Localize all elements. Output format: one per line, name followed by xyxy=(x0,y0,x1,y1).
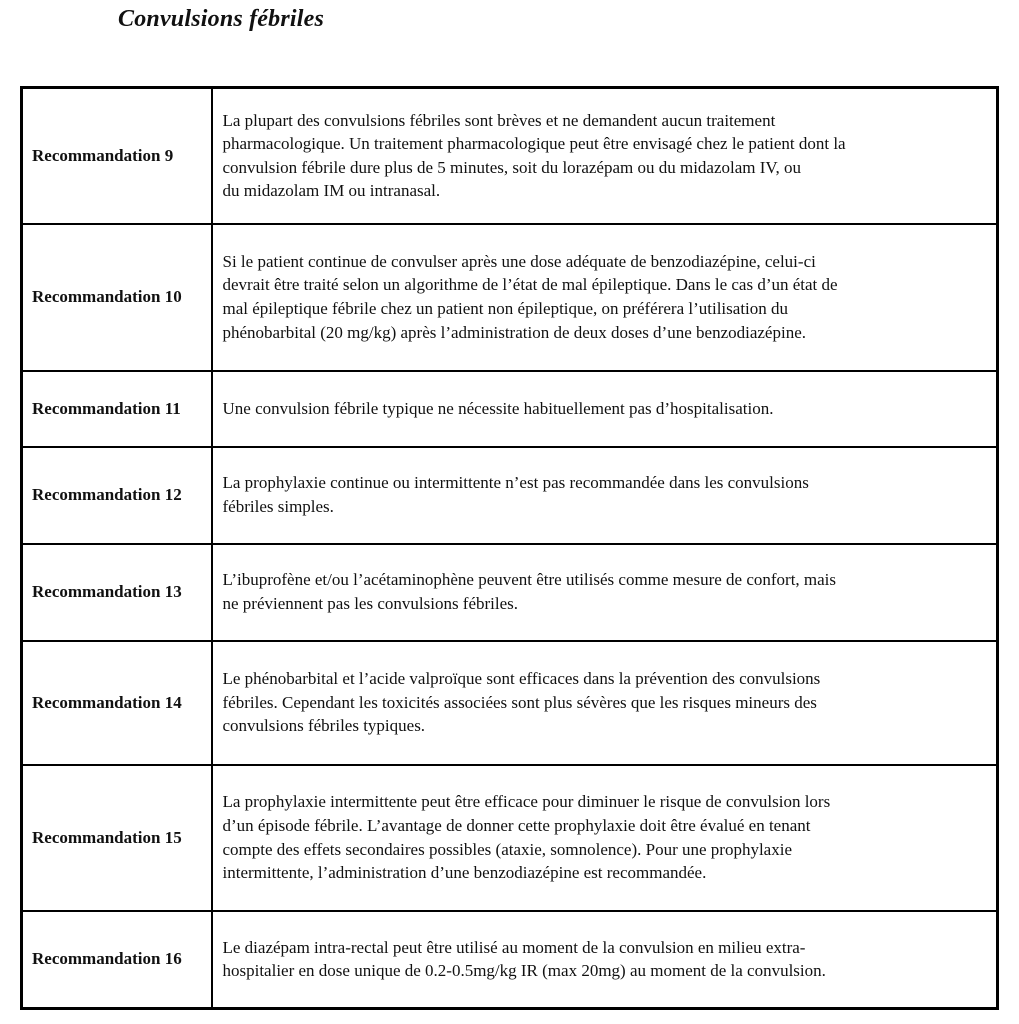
table-row xyxy=(22,544,998,641)
recommendation-label: Recommandation 14 xyxy=(22,641,212,765)
table-row xyxy=(22,88,998,224)
recommendation-text xyxy=(212,447,998,544)
recommendation-text xyxy=(212,371,998,447)
recommendation-paragraph: Une convulsion fébrile typique ne nécessite habituellement pas d’hospitalisation. xyxy=(222,398,774,418)
recommendation-text xyxy=(212,224,998,371)
recommendation-paragraph: Si le patient continue de convulser après une dose adéquate de benzodiazépine, celui-ci devrait être traité selon un algorithme de l’état de mal épileptique. Dans le cas d’un état de mal épileptique fébrile chez un patient non épileptique, on préférera l’utilisation du phénobarbital (20 mg/kg) après l’administration de deux doses d’une benzodiazépine. xyxy=(222,251,838,342)
recommendation-label: Recommandation 9 xyxy=(22,88,212,224)
recommendation-paragraph: L’ibuprofène et/ou l’acétaminophène peuvent être utilisés comme mesure de confort, mais ne préviennent pas les convulsions fébriles. xyxy=(222,570,837,613)
recommendation-label: Recommandation 11 xyxy=(22,371,212,447)
table-row xyxy=(22,224,998,371)
recommendations-table xyxy=(20,86,999,1010)
table-row xyxy=(22,765,998,911)
recommendation-label: Recommandation 15 xyxy=(22,765,212,911)
recommendation-paragraph: Le diazépam intra-rectal peut être utilisé au moment de la convulsion en milieu extra- hospitalier en dose unique de 0.2-0.5mg/kg IR (max 20mg) au moment de la convulsion. xyxy=(222,937,826,981)
recommendation-text xyxy=(212,544,998,641)
recommendation-paragraph: La plupart des convulsions fébriles sont brèves et ne demandent aucun traitement pharmacologique. Un traitement pharmacologique peut être envisagé chez le patient dont la convulsion fébrile dure plus de 5 minutes, soit du lorazépam ou du midazolam IV, ou du midazolam IM ou intranasal. xyxy=(222,110,846,201)
recommendation-text xyxy=(212,765,998,911)
table-row xyxy=(22,371,998,447)
recommendation-label: Recommandation 10 xyxy=(22,224,212,371)
recommendation-label: Recommandation 12 xyxy=(22,447,212,544)
table-row xyxy=(22,911,998,1009)
recommendation-text xyxy=(212,641,998,765)
document-title: Convulsions fébriles xyxy=(118,6,325,32)
recommendation-text xyxy=(212,911,998,1009)
table-row xyxy=(22,641,998,765)
recommendation-text xyxy=(212,88,998,224)
recommendation-paragraph: La prophylaxie intermittente peut être efficace pour diminuer le risque de convulsion lors d’un épisode fébrile. L’avantage de donner cette prophylaxie doit être évalué en tenant compte des effets secondaires possibles (ataxie, somnolence). Pour une prophylaxie intermittente, l’administration d’une benzodiazépine est recommandée. xyxy=(222,792,831,883)
recommendation-label: Recommandation 16 xyxy=(22,911,212,1009)
recommendation-label: Recommandation 13 xyxy=(22,544,212,641)
recommendation-paragraph: Le phénobarbital et l’acide valproïque sont efficaces dans la prévention des convulsions fébriles. Cependant les toxicités associées sont plus sévères que les risques mineurs des convulsions fébriles typiques. xyxy=(222,669,821,736)
recommendation-paragraph: La prophylaxie continue ou intermittente n’est pas recommandée dans les convulsions fébriles simples. xyxy=(222,473,809,516)
table-row xyxy=(22,447,998,544)
